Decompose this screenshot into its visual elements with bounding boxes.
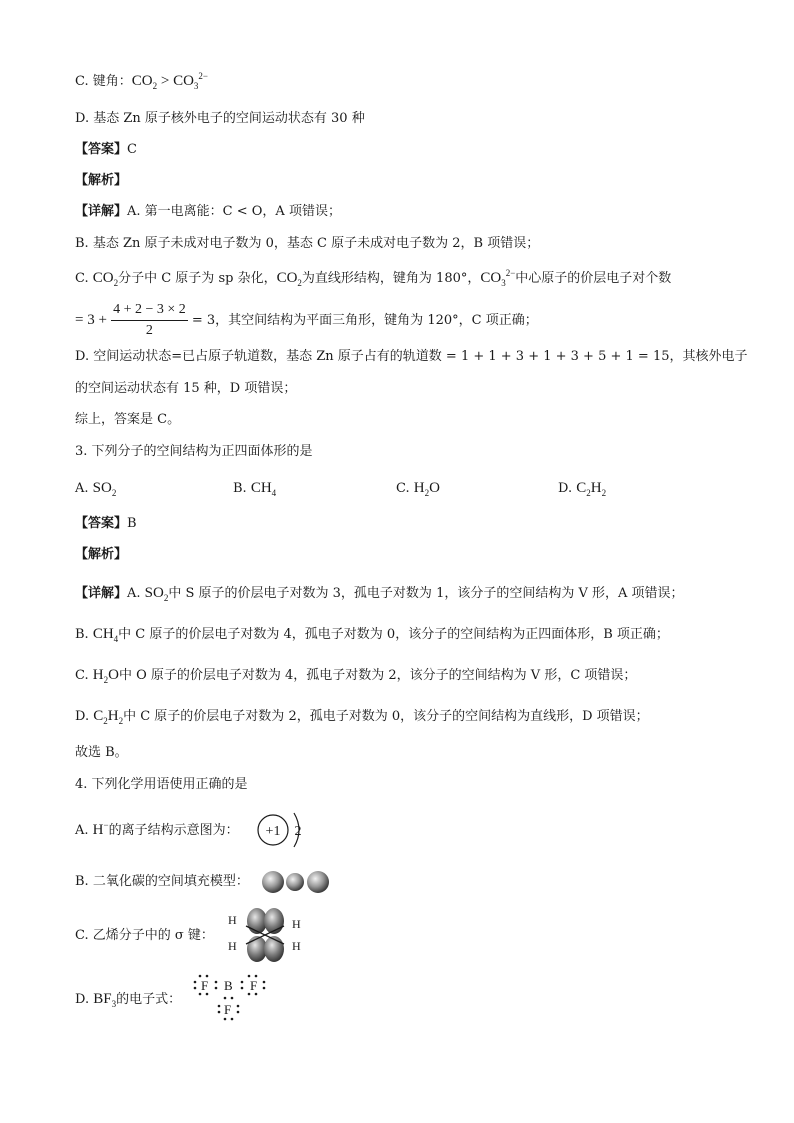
q3-option-c: C. $H_2O$ — [396, 480, 440, 498]
h-label-bottom-left: H — [228, 939, 237, 953]
q2-conclusion: 综上，答案是 C。 — [75, 412, 181, 427]
oxygen-atom-right — [307, 871, 329, 893]
q3-answer: 【答案】B — [75, 516, 137, 531]
h-label-top-right: H — [292, 917, 301, 931]
q3-option-a: A. $SO_2$ — [75, 480, 117, 498]
q2-detail-a: 【详解】A. 第一电离能：C < O，A 项错误； — [75, 204, 341, 219]
bf3-electron-dot-formula — [188, 970, 270, 1022]
carbon-atom — [286, 873, 304, 891]
q3-stem: 3. 下列分子的空间结构为正四面体形的是 — [75, 444, 313, 459]
q2-option-d: D. 基态 Zn 原子核外电子的空间运动状态有 30 种 — [75, 111, 365, 126]
q3-option-b: B. $CH_4$ — [233, 480, 277, 498]
q3-conclusion: 故选 B。 — [75, 745, 128, 760]
q3-analysis-heading: 【解析】 — [75, 547, 128, 562]
q4-stem: 4. 下列化学用语使用正确的是 — [75, 777, 248, 792]
q2-analysis-heading: 【解析】 — [75, 173, 128, 188]
q2-detail-c-line1: C. $CO_2$分子中 C 原子为 sp 杂化，$CO_2$为直线形结构，键角为 180°，$CO_3^{2-}$中心原子的价层电子对个数 — [75, 268, 672, 288]
fluorine-bottom-label: F — [224, 1002, 232, 1017]
q4-option-d: D. $BF_3$的电子式： — [75, 991, 182, 1009]
nucleus-charge-label: +1 — [265, 824, 281, 839]
q2-answer: 【答案】C — [75, 142, 137, 157]
fluorine-right-label: F — [250, 978, 258, 993]
q2-detail-b: B. 基态 Zn 原子未成对电子数为 0，基态 C 原子未成对电子数为 2，B 项错误； — [75, 236, 540, 251]
electron-shell-count-label: 2 — [294, 824, 302, 839]
boron-label: B — [224, 978, 233, 993]
q3-options — [75, 479, 725, 499]
h-label-top-left: H — [228, 913, 237, 927]
oxygen-atom-left — [262, 871, 284, 893]
vsepr-fraction: $\frac{4 + 2 - 3 \times 2}{2}$ — [113, 302, 186, 338]
q4-option-c: C. 乙烯分子中的 σ 键： — [75, 928, 214, 943]
hydride-ion-structure-diagram — [254, 810, 304, 850]
q3-detail-c: C. $H_2O$中 O 原子的价层电子对数为 4，孤电子对数为 2，该分子的空间结构为 V 形，C 项错误； — [75, 667, 637, 685]
q4-option-a: A. H−的离子结构示意图为： — [75, 820, 239, 838]
q4-option-b: B. 二氧化碳的空间填充模型： — [75, 874, 249, 889]
q2-detail-c-line2: = 3 + $\frac{4 + 2 - 3 \times 2}{2}$ = 3，其空间结构为平面三角形，键角为 120°，C 项正确； — [75, 300, 538, 341]
q3-detail-b: B. $CH_4$中 C 原子的价层电子对数为 4，孤电子对数为 0，该分子的空间结构为正四面体形，B 项正确； — [75, 626, 669, 644]
q2-option-c: C. 键角：$CO_2 > CO_3^{2-}$ — [75, 71, 208, 91]
co2-space-filling-model — [260, 867, 332, 897]
q3-detail-d: D. $C_2H_2$中 C 原子的价层电子对数为 2，孤电子对数为 0，该分子的空间结构为直线形，D 项错误； — [75, 708, 649, 726]
ethylene-sigma-bond-diagram — [226, 906, 308, 966]
q2-detail-d-line2: 的空间运动状态有 15 种，D 项错误； — [75, 381, 297, 396]
q2-detail-d-line1: D. 空间运动状态=已占原子轨道数，基态 Zn 原子占有的轨道数 = 1 + 1 + 3 + 1 + 3 + 5 + 1 = 15，其核外电子 — [75, 349, 748, 364]
fluorine-left-label: F — [201, 978, 209, 993]
q3-option-d: D. $C_2H_2$ — [558, 480, 607, 498]
h-label-bottom-right: H — [292, 939, 301, 953]
q3-detail-a: 【详解】A. $SO_2$中 S 原子的价层电子对数为 3，孤电子对数为 1，该分子的空间结构为 V 形，A 项错误； — [75, 585, 684, 603]
